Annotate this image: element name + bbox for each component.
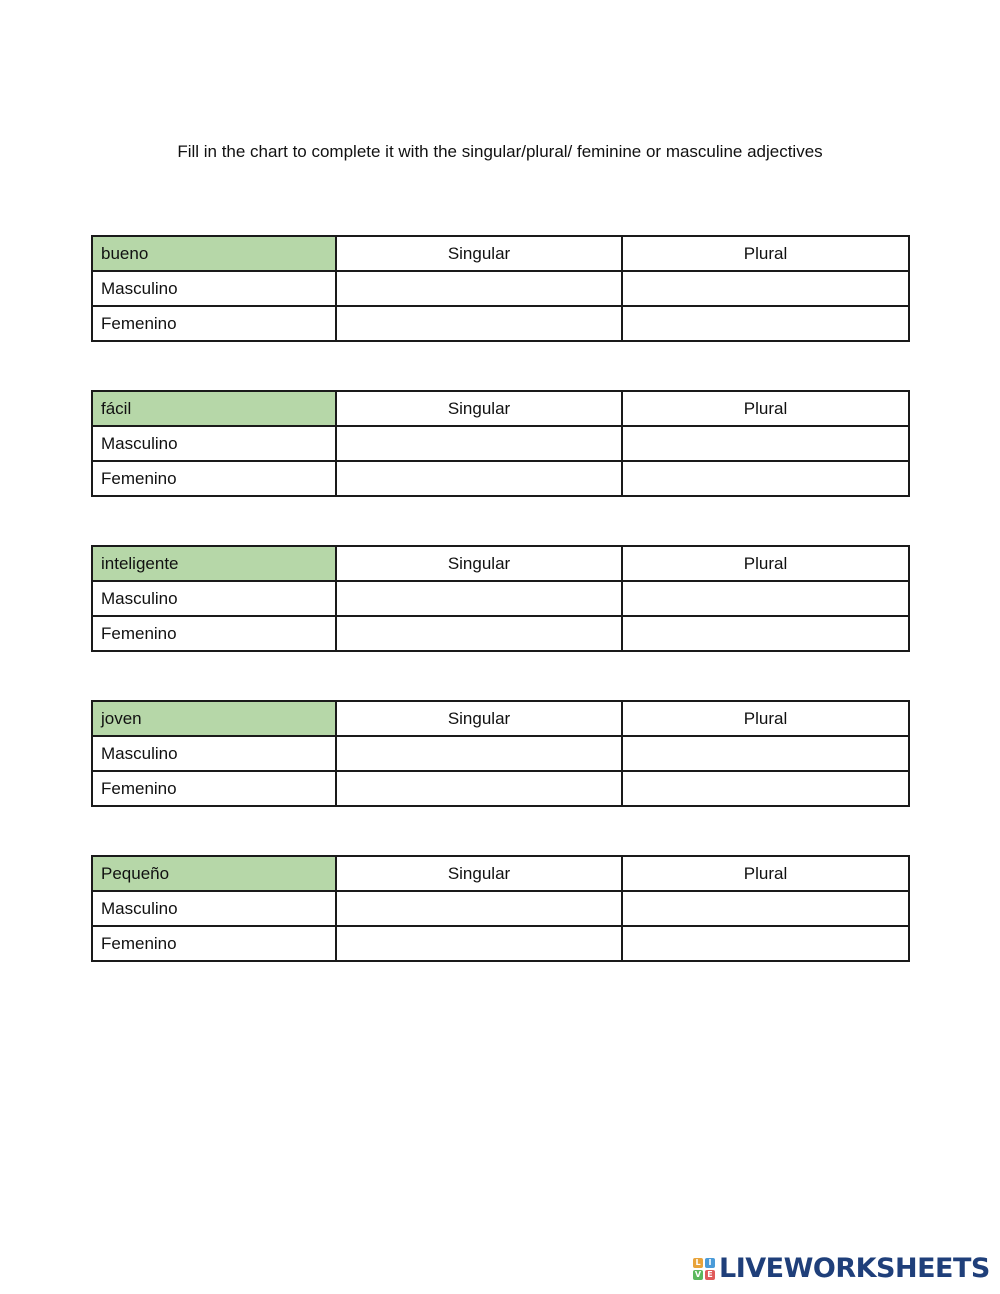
adjective-word: bueno	[92, 236, 336, 271]
singular-header: Singular	[336, 546, 622, 581]
singular-header: Singular	[336, 701, 622, 736]
row-label-masculine: Masculino	[92, 891, 336, 926]
adjective-table-facil	[91, 390, 910, 497]
table-row-masculine	[92, 581, 909, 616]
row-label-masculine: Masculino	[92, 426, 336, 461]
answer-cell-feminine-singular[interactable]	[336, 461, 622, 496]
answer-cell-feminine-plural[interactable]	[622, 306, 909, 341]
table-row-feminine	[92, 616, 909, 651]
table-row-feminine	[92, 926, 909, 961]
row-label-feminine: Femenino	[92, 461, 336, 496]
answer-cell-feminine-singular[interactable]	[336, 616, 622, 651]
answer-cell-feminine-plural[interactable]	[622, 926, 909, 961]
table-header-row	[92, 856, 909, 891]
logo-square-i: I	[705, 1258, 715, 1268]
table-row-feminine	[92, 771, 909, 806]
plural-header: Plural	[622, 546, 909, 581]
adjective-table-inteligente	[91, 545, 910, 652]
adjective-word: joven	[92, 701, 336, 736]
row-label-feminine: Femenino	[92, 616, 336, 651]
row-label-masculine: Masculino	[92, 581, 336, 616]
row-label-feminine: Femenino	[92, 771, 336, 806]
table-row-masculine	[92, 426, 909, 461]
logo-wordmark: LIVEWORKSHEETS	[719, 1253, 990, 1284]
adjective-table-bueno	[91, 235, 910, 342]
answer-cell-masculine-plural[interactable]	[622, 271, 909, 306]
answer-cell-feminine-singular[interactable]	[336, 771, 622, 806]
answer-cell-feminine-plural[interactable]	[622, 461, 909, 496]
answer-cell-masculine-plural[interactable]	[622, 581, 909, 616]
answer-cell-feminine-singular[interactable]	[336, 306, 622, 341]
singular-header: Singular	[336, 856, 622, 891]
adjective-word: inteligente	[92, 546, 336, 581]
liveworksheets-logo	[693, 1255, 990, 1283]
answer-cell-masculine-plural[interactable]	[622, 426, 909, 461]
table-row-masculine	[92, 891, 909, 926]
answer-cell-masculine-plural[interactable]	[622, 891, 909, 926]
table-row-feminine	[92, 461, 909, 496]
worksheet-instruction: Fill in the chart to complete it with the singular/plural/ feminine or masculine adjectives	[177, 142, 823, 161]
row-label-feminine: Femenino	[92, 306, 336, 341]
table-row-feminine	[92, 306, 909, 341]
logo-square-l: L	[693, 1258, 703, 1268]
adjective-table-pequeno	[91, 855, 910, 962]
logo-square-v: V	[694, 1270, 702, 1279]
table-header-row	[92, 546, 909, 581]
answer-cell-feminine-plural[interactable]	[622, 616, 909, 651]
row-label-masculine: Masculino	[92, 736, 336, 771]
answer-cell-masculine-singular[interactable]	[336, 271, 622, 306]
answer-cell-masculine-singular[interactable]	[336, 891, 622, 926]
singular-header: Singular	[336, 391, 622, 426]
table-row-masculine	[92, 271, 909, 306]
answer-cell-feminine-plural[interactable]	[622, 771, 909, 806]
singular-header: Singular	[336, 236, 622, 271]
answer-cell-masculine-plural[interactable]	[622, 736, 909, 771]
table-header-row	[92, 391, 909, 426]
row-label-feminine: Femenino	[92, 926, 336, 961]
plural-header: Plural	[622, 701, 909, 736]
table-row-masculine	[92, 736, 909, 771]
answer-cell-masculine-singular[interactable]	[336, 581, 622, 616]
plural-header: Plural	[622, 391, 909, 426]
table-header-row	[92, 236, 909, 271]
row-label-masculine: Masculino	[92, 271, 336, 306]
answer-cell-feminine-singular[interactable]	[336, 926, 622, 961]
adjective-word: Pequeño	[92, 856, 336, 891]
answer-cell-masculine-singular[interactable]	[336, 426, 622, 461]
liveworksheets-logo-icon	[693, 1258, 715, 1280]
plural-header: Plural	[622, 856, 909, 891]
table-header-row	[92, 701, 909, 736]
adjective-table-joven	[91, 700, 910, 807]
logo-square-e: E	[705, 1270, 715, 1280]
adjective-word: fácil	[92, 391, 336, 426]
plural-header: Plural	[622, 236, 909, 271]
adjective-tables	[91, 235, 908, 1010]
answer-cell-masculine-singular[interactable]	[336, 736, 622, 771]
